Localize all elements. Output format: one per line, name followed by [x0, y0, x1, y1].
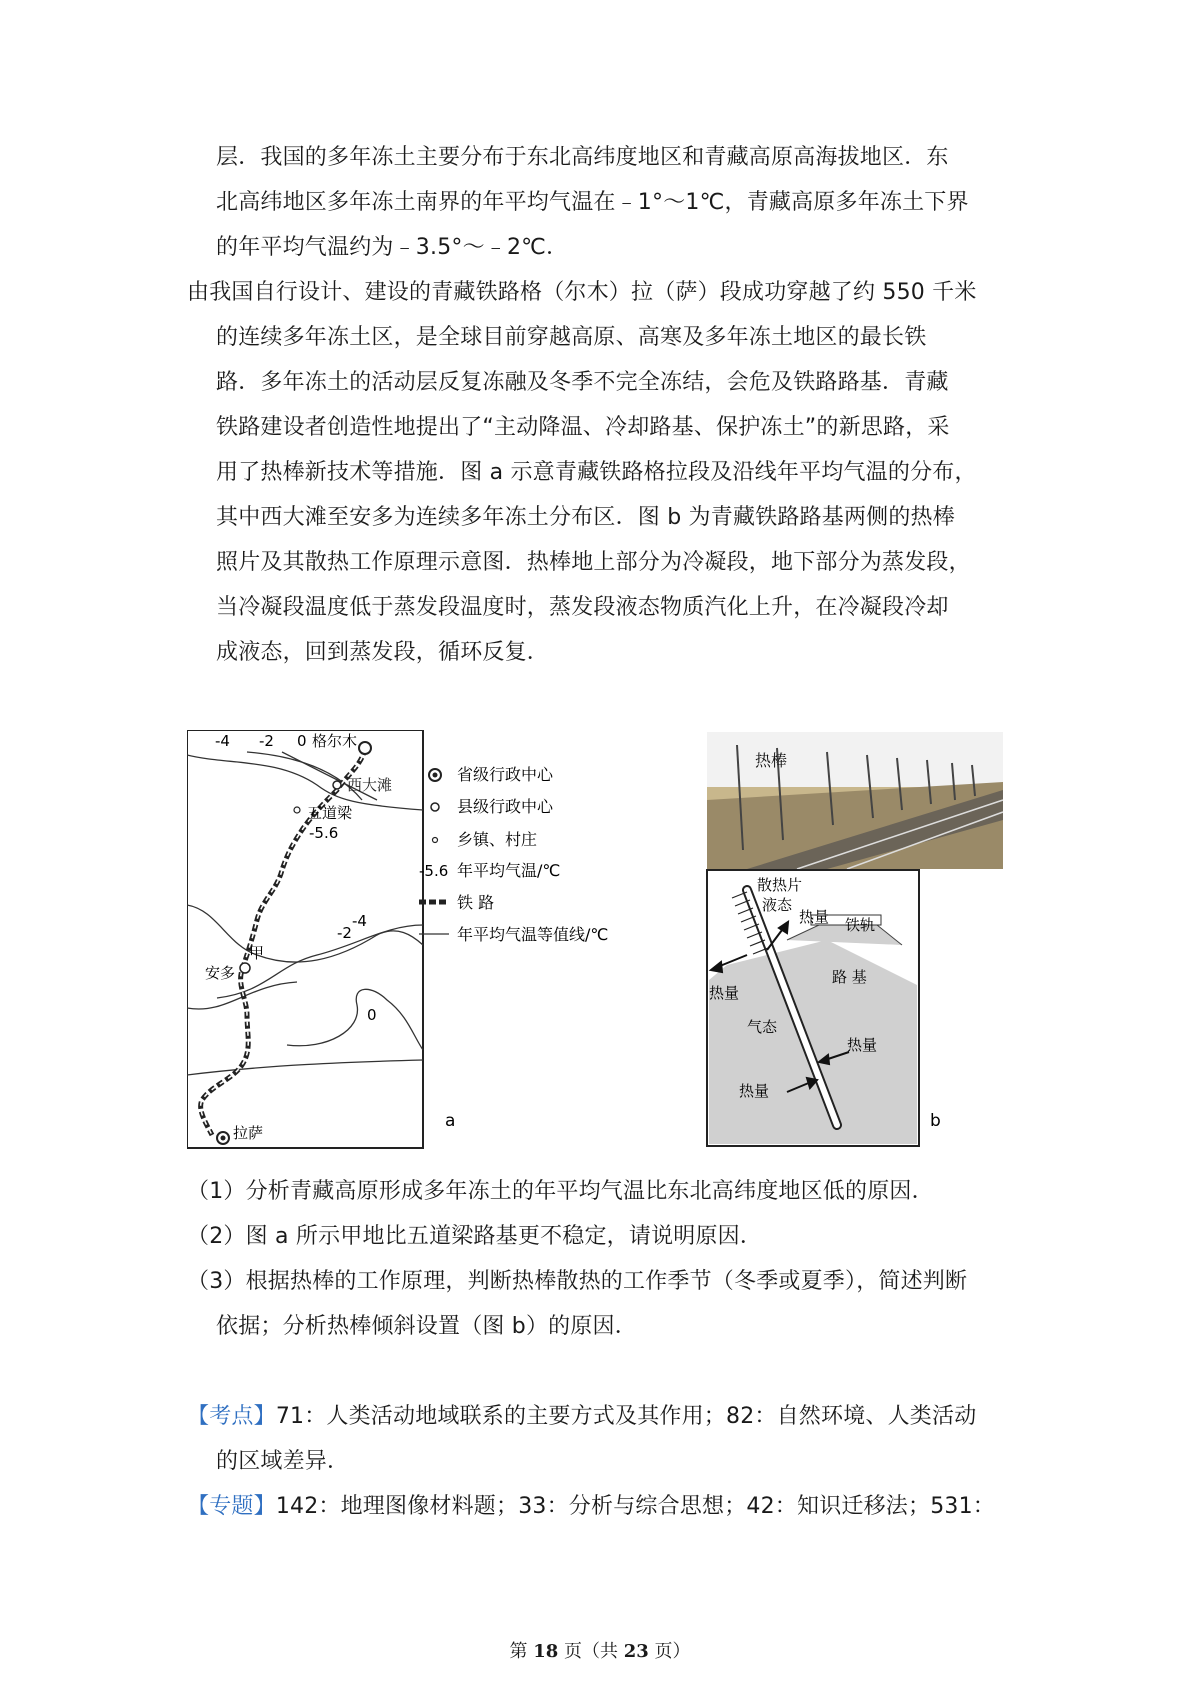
legend-county-icon: [431, 803, 439, 811]
kaodian-text: 71：人类活动地域联系的主要方式及其作用；82：自然环境、人类活动: [275, 1404, 977, 1429]
paragraph2-line: 的连续多年冻土区，是全球目前穿越高原、高寒及多年冻土地区的最长铁: [216, 325, 927, 350]
geermu-marker: [359, 742, 371, 754]
anduo-marker: [240, 963, 250, 973]
zhuanti-text: 142：地理图像材料题；33：分析与综合思想；42：知识迁移法；531：: [275, 1494, 995, 1519]
kaodian-line2: 的区域差异．: [216, 1449, 350, 1474]
legend-county-label: 县级行政中心: [457, 797, 554, 816]
zhuanti-tag: 【专题】: [187, 1494, 276, 1519]
place-xidatan: 西大滩: [347, 776, 393, 794]
question-3-line2: 依据；分析热棒倾斜设置（图 b）的原因．: [216, 1314, 637, 1339]
zhuanti-line: [187, 1492, 995, 1522]
question-2: （2）图 a 所示甲地比五道梁路基更不稳定，请说明原因．: [187, 1224, 763, 1249]
legend-town-icon: [433, 838, 438, 843]
place-lasa: 拉萨: [233, 1124, 264, 1142]
paragraph1-line: 层．我国的多年冻土主要分布于东北高纬度地区和青藏高原高海拔地区．东: [216, 145, 949, 170]
legend-province-label: 省级行政中心: [457, 765, 554, 784]
label-heat-bottom: 热量: [739, 1082, 770, 1100]
label-liquid: 液态: [762, 896, 793, 914]
footer-suffix: 页）: [654, 1641, 691, 1662]
legend-temp-label: 年平均气温/℃: [457, 861, 561, 880]
legend-town-label: 乡镇、村庄: [457, 830, 538, 849]
paragraph2-line: 由我国自行设计、建设的青藏铁路格（尔木）拉（萨）段成功穿越了约 550 千米: [187, 280, 977, 305]
question-1: （1）分析青藏高原形成多年冻土的年平均气温比东北高纬度地区低的原因．: [187, 1179, 934, 1204]
contour-label: 0: [297, 732, 307, 750]
place-anduo: 安多: [205, 964, 236, 982]
figure-a-map: [187, 730, 423, 1148]
paragraph2-line: 成液态，回到蒸发段，循环反复．: [216, 640, 550, 665]
contour-label: -2: [259, 732, 274, 750]
label-heat-right: 热量: [847, 1036, 878, 1054]
question-3-line1: （3）根据热棒的工作原理，判断热棒散热的工作季节（冬季或夏季），简述判断: [187, 1269, 968, 1294]
label-roadbed: 路 基: [832, 968, 867, 986]
photo-heat-rod-label: 热棒: [755, 751, 788, 770]
figure-a-panel-label: a: [445, 1111, 456, 1131]
lasa-marker-dot: [221, 1136, 226, 1141]
footer-total-pages: 23: [623, 1641, 649, 1662]
contour-label: -2: [337, 924, 352, 942]
page-footer: [0, 1637, 1200, 1663]
place-jia: 甲: [249, 944, 265, 962]
label-heat-up: 热量: [799, 908, 830, 926]
paragraph1-line: 北高纬地区多年冻土南界的年平均气温在﹣1°～1℃，青藏高原多年冻土下界: [216, 190, 969, 215]
contour-label: -4: [352, 912, 367, 930]
figure-b-panel-label: b: [930, 1111, 941, 1131]
label-rail: 铁轨: [845, 916, 876, 934]
diagram-ground: [709, 940, 917, 1144]
figure: [187, 730, 1017, 1150]
place-geermu: 格尔木: [312, 732, 358, 750]
kaodian-line1: [187, 1402, 976, 1432]
footer-prefix: 第: [509, 1641, 528, 1662]
xidatan-marker: [333, 781, 341, 789]
figure-a-legend: [419, 765, 608, 944]
legend-rail-label: 铁 路: [457, 893, 495, 912]
legend-isoline-label: 年平均气温等值线/℃: [457, 925, 609, 944]
paragraph2-line: 其中西大滩至安多为连续多年冻土分布区．图 b 为青藏铁路路基两侧的热棒: [216, 505, 955, 530]
label-gas: 气态: [747, 1018, 778, 1036]
place-wudaoliang-temp: -5.6: [309, 824, 339, 842]
wudaoliang-marker: [294, 807, 300, 813]
place-wudaoliang: 五道梁: [307, 804, 353, 822]
legend-province-icon-dot: [433, 773, 438, 778]
paragraph2-line: 铁路建设者创造性地提出了“主动降温、冷却路基、保护冻土”的新思路，采: [216, 415, 950, 440]
footer-page-number: 18: [533, 1641, 559, 1662]
footer-middle: 页（共: [564, 1641, 618, 1662]
figure-b: [707, 732, 1003, 1146]
label-fin: 散热片: [757, 876, 803, 894]
paragraph1-line: 的年平均气温约为﹣3.5°～﹣2℃．: [216, 235, 569, 260]
contour-label: -4: [215, 732, 230, 750]
kaodian-tag: 【考点】: [187, 1404, 276, 1429]
contour-label: 0: [367, 1006, 377, 1024]
label-heat-left: 热量: [709, 984, 740, 1002]
photo-sky: [707, 732, 1003, 787]
paragraph2-line: 用了热棒新技术等措施．图 a 示意青藏铁路格拉段及沿线年平均气温的分布，: [216, 460, 977, 485]
paragraph2-line: 当冷凝段温度低于蒸发段温度时，蒸发段液态物质汽化上升，在冷凝段冷却: [216, 595, 949, 620]
paragraph2-line: 照片及其散热工作原理示意图．热棒地上部分为冷凝段，地下部分为蒸发段，: [216, 550, 971, 575]
paragraph2-line: 路．多年冻土的活动层反复冻融及冬季不完全冻结，会危及铁路路基．青藏: [216, 370, 949, 395]
legend-temp-value: -5.6: [419, 862, 449, 880]
